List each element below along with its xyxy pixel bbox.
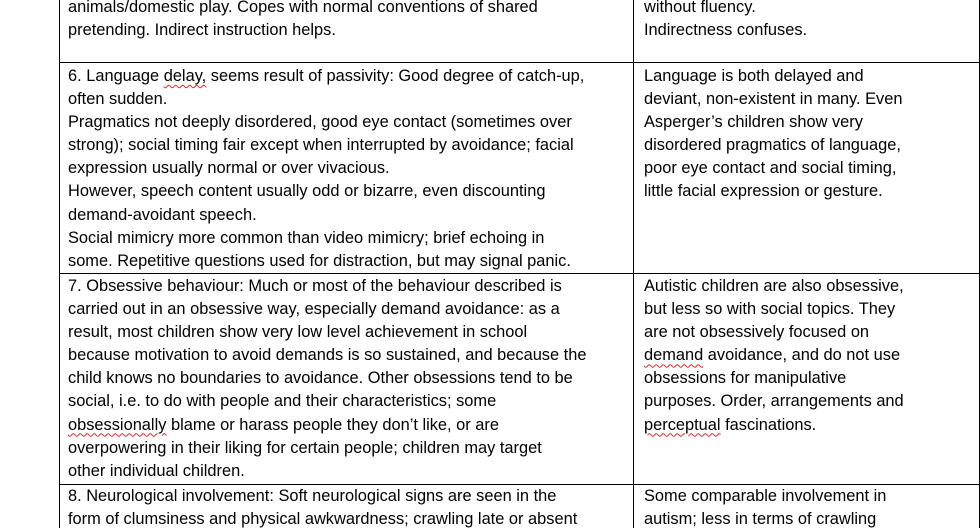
text-run: 7. Obsessive behaviour: Much or most of the behaviour described is	[68, 277, 562, 295]
text-run: Social mimicry more common than video mimicry; brief echoing in	[68, 228, 545, 247]
text-line	[644, 19, 807, 42]
text-line	[68, 321, 586, 344]
row-6-left-cell	[68, 65, 584, 273]
text-run: child knows no boundaries to avoidance. Other obsessions tend to be	[68, 369, 573, 388]
text-line	[644, 0, 807, 19]
text-line	[68, 344, 586, 367]
text-run: social, i.e. to do with people and their characteristics; some	[68, 392, 497, 411]
text-run: demand-avoidant speech.	[68, 205, 257, 224]
text-run: obsessions for manipulative	[644, 369, 847, 388]
text-run: However, speech content usually odd or bizarre, even discounting	[68, 182, 546, 201]
text-line	[644, 134, 902, 157]
text-run: seems result of passivity: Good degree of catch-up,	[206, 67, 585, 85]
row-divider-2	[59, 273, 980, 274]
text-run: other individual children.	[68, 461, 245, 480]
text-run: avoidance, and do not use	[703, 346, 901, 365]
text-line	[68, 19, 538, 42]
text-line	[644, 321, 904, 344]
text-run: blame or harass people they don’t like, or are	[166, 415, 499, 434]
text-line	[644, 485, 886, 508]
text-run: Language is both delayed and	[644, 67, 864, 85]
spellcheck-flagged-word: perceptual	[644, 415, 721, 434]
text-run: pretending. Indirect instruction helps.	[68, 21, 336, 40]
text-line	[644, 298, 904, 321]
text-run: strong); social timing fair except when interrupted by avoidance; facial	[68, 136, 574, 155]
spellcheck-flagged-word: delay,	[163, 67, 207, 85]
text-line	[68, 414, 586, 437]
text-run: purposes. Order, arrangements and	[644, 392, 904, 411]
text-run: 6. Language	[68, 67, 164, 85]
text-line	[68, 275, 586, 298]
text-run: Some comparable involvement in	[644, 487, 887, 505]
text-line	[68, 204, 584, 227]
table-border-left	[59, 0, 60, 528]
text-run: carried out in an obsessive way, especially demand avoidance: as a	[68, 300, 560, 319]
text-run: fascinations.	[720, 415, 817, 434]
text-line	[68, 367, 586, 390]
text-line	[68, 134, 584, 157]
text-line	[68, 88, 584, 111]
text-line	[644, 414, 904, 437]
text-run: some. Repetitive questions used for distraction, but may signal panic.	[68, 251, 571, 270]
text-line	[644, 390, 904, 413]
text-line	[68, 460, 586, 483]
text-run: result, most children show very low level achievement in school	[68, 323, 528, 342]
text-run: are not obsessively focused on	[644, 323, 870, 342]
row-5-right-cell	[644, 0, 807, 42]
text-line	[68, 0, 538, 19]
text-line	[68, 227, 584, 250]
text-run: Pragmatics not deeply disordered, good eye contact (sometimes over	[68, 113, 572, 132]
text-run: poor eye contact and social timing,	[644, 159, 897, 178]
row-7-right-cell	[644, 275, 904, 437]
text-run: because motivation to avoid demands is so sustained, and because the	[68, 346, 587, 365]
text-run: autism; less in terms of crawling	[644, 510, 877, 528]
text-run: overpowering in their liking for certain people; children may target	[68, 438, 542, 457]
row-7-left-cell	[68, 275, 586, 483]
text-line	[644, 275, 904, 298]
text-line	[644, 508, 886, 528]
text-line	[644, 180, 902, 203]
text-run: deviant, non-existent in many. Even	[644, 90, 903, 109]
text-line	[644, 157, 902, 180]
text-run: 8. Neurological involvement: Soft neurological signs are seen in the	[68, 487, 557, 505]
text-run: little facial expression or gesture.	[644, 182, 883, 201]
row-8-left-cell	[68, 485, 577, 528]
text-run: animals/domestic play. Copes with normal conventions of shared	[68, 0, 538, 16]
text-line	[68, 180, 584, 203]
text-line	[68, 157, 584, 180]
text-run: expression usually normal or over vivacious.	[68, 159, 390, 178]
text-line	[68, 111, 584, 134]
text-line	[644, 344, 904, 367]
text-run: but less so with social topics. They	[644, 300, 896, 319]
text-run: often sudden.	[68, 90, 168, 109]
row-8-right-cell	[644, 485, 886, 528]
text-run: without fluency.	[644, 0, 756, 16]
text-line	[68, 437, 586, 460]
text-run: disordered pragmatics of language,	[644, 136, 901, 155]
text-line	[68, 508, 577, 528]
text-run: Autistic children are also obsessive,	[644, 277, 904, 295]
text-line	[68, 250, 584, 273]
text-line	[644, 367, 904, 390]
spellcheck-flagged-word: obsessionally	[68, 415, 167, 434]
text-run: form of clumsiness and physical awkwardness; crawling late or absent	[68, 510, 578, 528]
text-line	[644, 65, 902, 88]
text-run: Asperger’s children show very	[644, 113, 863, 132]
text-line	[68, 65, 584, 88]
text-line	[644, 111, 902, 134]
text-line	[68, 390, 586, 413]
row-divider-1	[59, 62, 980, 63]
table-border-middle	[633, 0, 634, 528]
spellcheck-flagged-word: demand	[644, 346, 704, 365]
text-line	[644, 88, 902, 111]
row-5-left-cell	[68, 0, 538, 42]
text-line	[68, 485, 577, 508]
text-run: Indirectness confuses.	[644, 21, 808, 40]
text-line	[68, 298, 586, 321]
row-6-right-cell	[644, 65, 902, 204]
